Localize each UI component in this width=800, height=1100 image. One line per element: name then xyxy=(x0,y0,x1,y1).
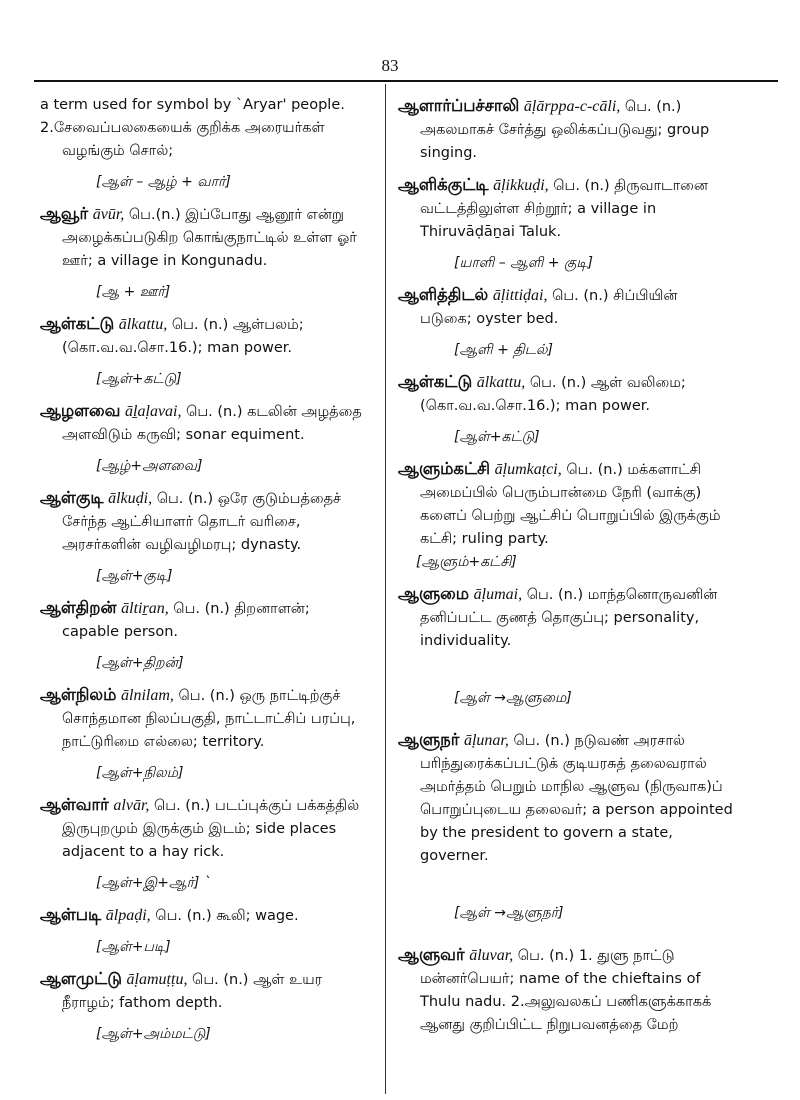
definition-text: அளவிடும் கருவி; sonar equiment. xyxy=(62,427,305,443)
dictionary-entry xyxy=(398,457,742,574)
left-column xyxy=(40,94,372,1046)
definition-text: Thulu nadu. 2.அலுவலகப் பணிகளுக்காகக் xyxy=(420,994,712,1010)
headword: ஆள்கட்டு xyxy=(40,314,115,333)
dictionary-entry xyxy=(398,582,742,710)
dictionary-entry xyxy=(40,312,372,391)
definition-text: (கொ.வ.வ.சொ.16.); man power. xyxy=(62,340,292,356)
definition-text: ஆனது குறிப்பிட்ட நிறுபவனத்தை மேற் xyxy=(420,1017,679,1033)
definition-text: சொந்தமான நிலப்பகுதி, நாட்டாட்சிப் பரப்பு, xyxy=(62,711,356,727)
transliteration: ālnilam, xyxy=(121,687,174,704)
definition-text: பெ. (n.) 1. துளு நாட்டு xyxy=(517,948,675,964)
page-number: 83 xyxy=(381,56,399,75)
headword: ஆள்நிலம் xyxy=(40,685,117,704)
transliteration: ālkattu, xyxy=(476,374,526,391)
etymology: [ஆள் →ஆளுநர்] xyxy=(454,905,564,921)
continuation-line: 2.சேவைப்பலகையைக் குறிக்க அரையர்கள் xyxy=(40,120,325,136)
headword: ஆளிக்குட்டி xyxy=(398,175,489,194)
headword: ஆளுநர் xyxy=(398,730,460,749)
etymology: [யாளி – ஆளி + குடி] xyxy=(454,255,593,271)
dictionary-entry xyxy=(40,399,372,478)
etymology: [ஆள் – ஆழ் + வார்] xyxy=(96,174,231,190)
headword: ஆவூர் xyxy=(40,204,89,223)
definition-text: (கொ.வ.வ.சொ.16.); man power. xyxy=(420,398,650,414)
definition-text: நாட்டுரிமை எல்லை; territory. xyxy=(62,734,265,750)
etymology: [ஆள்+நிலம்] xyxy=(96,765,184,781)
transliteration: ālkuḍi, xyxy=(108,490,153,507)
etymology: [ஆ + ஊர்] xyxy=(96,284,171,300)
etymology: [ஆள்+கட்டு] xyxy=(96,371,182,387)
headword: ஆளார்ப்பச்சாலி xyxy=(398,96,520,115)
definition-text: பெ. (n.) மாந்தனொருவனின் xyxy=(526,587,718,603)
etymology: [ஆள்+அம்மட்டு] xyxy=(96,1026,211,1042)
definition-text: அகலமாகச் சேர்த்து ஒலிக்கப்படுவது; group xyxy=(420,122,710,138)
definition-text: பெ. (n.) ஆள்பலம்; xyxy=(171,317,304,333)
etymology: [ஆழ்+அளவை] xyxy=(96,458,203,474)
definition-text: பெ. (n.) சிப்பியின் xyxy=(552,288,678,304)
definition-text: individuality. xyxy=(420,633,512,649)
column-divider xyxy=(385,84,386,1094)
definition-text: மன்னர்பெயர்; name of the chieftains of xyxy=(420,971,701,987)
definition-text: capable person. xyxy=(62,624,179,640)
transliteration: āḻaḷavai, xyxy=(125,403,182,420)
definition-text: ஊர்; a village in Kongunadu. xyxy=(62,253,268,269)
definition-text: வட்டத்திலுள்ள சிற்றூர்; a village in xyxy=(420,201,657,217)
definition-text: பெ. (n.) நடுவண் அரசால் xyxy=(513,733,685,749)
transliteration: ālpaḍi, xyxy=(105,907,151,924)
dictionary-entry xyxy=(398,943,742,1037)
dictionary-entry xyxy=(40,903,372,959)
definition-text: படுகை; oyster bed. xyxy=(420,311,559,327)
continuation-line: வழங்கும் சொல்; xyxy=(62,143,174,159)
headword: ஆளித்திடல் xyxy=(398,285,489,304)
dictionary-entry xyxy=(40,793,372,895)
definition-text: பொறுப்புடைய தலைவர்; a person appointed xyxy=(420,802,733,818)
dictionary-entry xyxy=(40,596,372,675)
definition-text: அமைப்பில் பெரும்பான்மை நேரி (வாக்கு) xyxy=(420,485,702,501)
transliteration: āḷunar, xyxy=(463,732,509,749)
dictionary-entry xyxy=(40,202,372,304)
definition-text: பெ.(n.) இப்போது ஆனூர் என்று xyxy=(128,207,345,223)
transliteration: āltiṟan, xyxy=(121,600,169,617)
transliteration: āḷikkuḍi, xyxy=(493,177,549,194)
etymology: [ஆள் →ஆளுமை] xyxy=(454,690,572,706)
transliteration: ālkattu, xyxy=(118,316,168,333)
definition-text: அமர்த்தம் பெறும் மாநில ஆளுவ (நிருவாக)ப் xyxy=(420,779,723,795)
definition-text: governer. xyxy=(420,848,489,864)
dictionary-entry xyxy=(398,283,742,362)
continuation-line: a term used for symbol by `Aryar' people. xyxy=(40,97,345,113)
definition-text: singing. xyxy=(420,145,478,161)
transliteration: āluvar, xyxy=(469,947,514,964)
header-rule xyxy=(34,80,778,82)
etymology: [ஆள்+இ+ஆர்] ` xyxy=(96,875,211,891)
definition-text: சேர்ந்த ஆட்சியாளர் தொடர் வரிசை, xyxy=(62,514,301,530)
transliteration: āḷamuṭṭu, xyxy=(126,971,188,988)
transliteration: āḷittiḍai, xyxy=(492,287,548,304)
transliteration: āḷārppa-c-cāli, xyxy=(523,98,621,115)
definition-text: நீராழம்; fathom depth. xyxy=(62,995,223,1011)
definition-text: பெ. (n.) திருவாடானை xyxy=(553,178,708,194)
headword: ஆள்குடி xyxy=(40,488,104,507)
transliteration: āvūr, xyxy=(92,206,125,223)
definition-text: adjacent to a hay rick. xyxy=(62,844,225,860)
headword: ஆளும்கட்சி xyxy=(398,459,491,478)
etymology: [ஆளி + திடல்] xyxy=(454,342,553,358)
dictionary-entry xyxy=(40,486,372,588)
dictionary-entry xyxy=(398,173,742,275)
headword: ஆள்வார் xyxy=(40,795,109,814)
definition-text: பெ. (n.) கூலி; wage. xyxy=(155,908,299,924)
dictionary-entry xyxy=(40,683,372,785)
headword: ஆள்திறன் xyxy=(40,598,117,617)
etymology: [ஆளும்+கட்சி] xyxy=(416,554,517,570)
etymology: [ஆள்+குடி] xyxy=(96,568,173,584)
etymology: [ஆள்+படி] xyxy=(96,939,171,955)
definition-text: பரிந்துரைக்கப்பட்டுக் குடியரசுத் தலைவரால் xyxy=(420,756,707,772)
headword: ஆளுமை xyxy=(398,584,470,603)
definition-text: Thiruvāḍāṉai Taluk. xyxy=(420,224,562,240)
definition-text: அரசர்களின் வழிவழிமரபு; dynasty. xyxy=(62,537,302,553)
definition-text: களைப் பெற்று ஆட்சிப் பொறுப்பில் இருக்கும் xyxy=(420,508,721,524)
etymology: [ஆள்+திறன்] xyxy=(96,655,184,671)
definition-text: பெ. (n.) கடலின் அழத்தை xyxy=(186,404,362,420)
definition-text: கட்சி; ruling party. xyxy=(420,531,549,547)
definition-text: பெ. (n.) xyxy=(624,99,682,115)
dictionary-entry xyxy=(398,728,742,925)
transliteration: āḷumkaṭci, xyxy=(494,461,562,478)
definition-text: தனிப்பட்ட குணத் தொகுப்பு; personality, xyxy=(420,610,700,626)
transliteration: alvār, xyxy=(113,797,150,814)
headword: ஆளமுட்டு xyxy=(40,969,122,988)
definition-text: பெ. (n.) திறனாளன்; xyxy=(173,601,310,617)
definition-text: இருபுறமும் இருக்கும் இடம்; side places xyxy=(62,821,337,837)
headword: ஆளுவர் xyxy=(398,945,465,964)
definition-text: பெ. (n.) மக்களாட்சி xyxy=(566,462,702,478)
definition-text: பெ. (n.) படப்புக்குப் பக்கத்தில் xyxy=(154,798,360,814)
dictionary-entry xyxy=(398,94,742,165)
transliteration: āḷumai, xyxy=(473,586,523,603)
definition-text: பெ. (n.) ஒரு நாட்டிற்குச் xyxy=(178,688,341,704)
definition-text: பெ. (n.) ஒரே குடும்பத்தைச் xyxy=(156,491,342,507)
headword: ஆள்கட்டு xyxy=(398,372,473,391)
definition-text: பெ. (n.) ஆள் வலிமை; xyxy=(529,375,686,391)
dictionary-entry xyxy=(40,967,372,1046)
definition-text: by the president to govern a state, xyxy=(420,825,673,841)
etymology: [ஆள்+கட்டு] xyxy=(454,429,540,445)
definition-text: அழைக்கப்படுகிற கொங்குநாட்டில் உள்ள ஓர் xyxy=(62,230,357,246)
dictionary-entry xyxy=(398,370,742,449)
definition-text: பெ. (n.) ஆள் உயர xyxy=(192,972,323,988)
headword: ஆள்படி xyxy=(40,905,102,924)
headword: ஆழளவை xyxy=(40,401,121,420)
right-column xyxy=(398,94,742,1037)
